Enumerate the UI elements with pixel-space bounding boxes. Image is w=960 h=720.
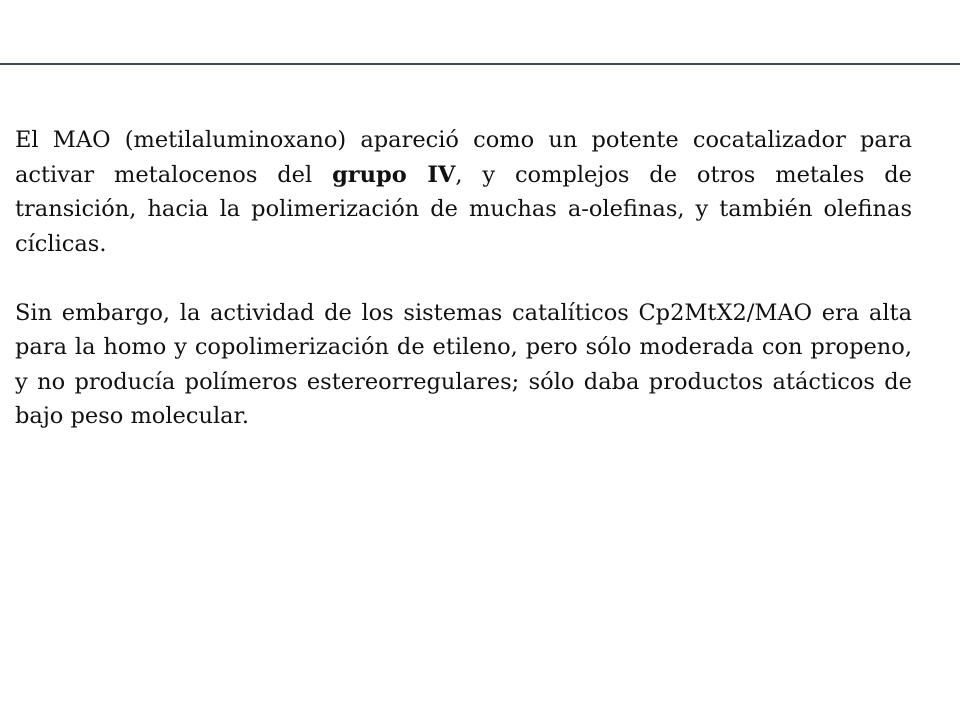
grupo-iv-emphasis: grupo IV [332,161,456,188]
paragraph-catalytic-activity: Sin embargo, la actividad de los sistemas catalíticos Cp2MtX2/MAO era alta para la homo y copolimerización de etileno, pero sólo moderada con propeno, y no producía polímeros estereorregulares; sólo daba productos atácticos de bajo peso molecular. [15,299,912,429]
slide-body [15,123,912,434]
header-divider [0,63,960,65]
paragraph-mao-intro [15,123,912,261]
paragraph-1-text-start: El MAO (metilaluminoxano) apareció como un potente cocatalizador para activar metalocenos del [15,127,912,188]
paragraph-1-text-end: , y complejos de otros metales de transición, hacia la polimerización de muchas a-olefinas, y también olefinas cíclicas. [15,161,912,257]
